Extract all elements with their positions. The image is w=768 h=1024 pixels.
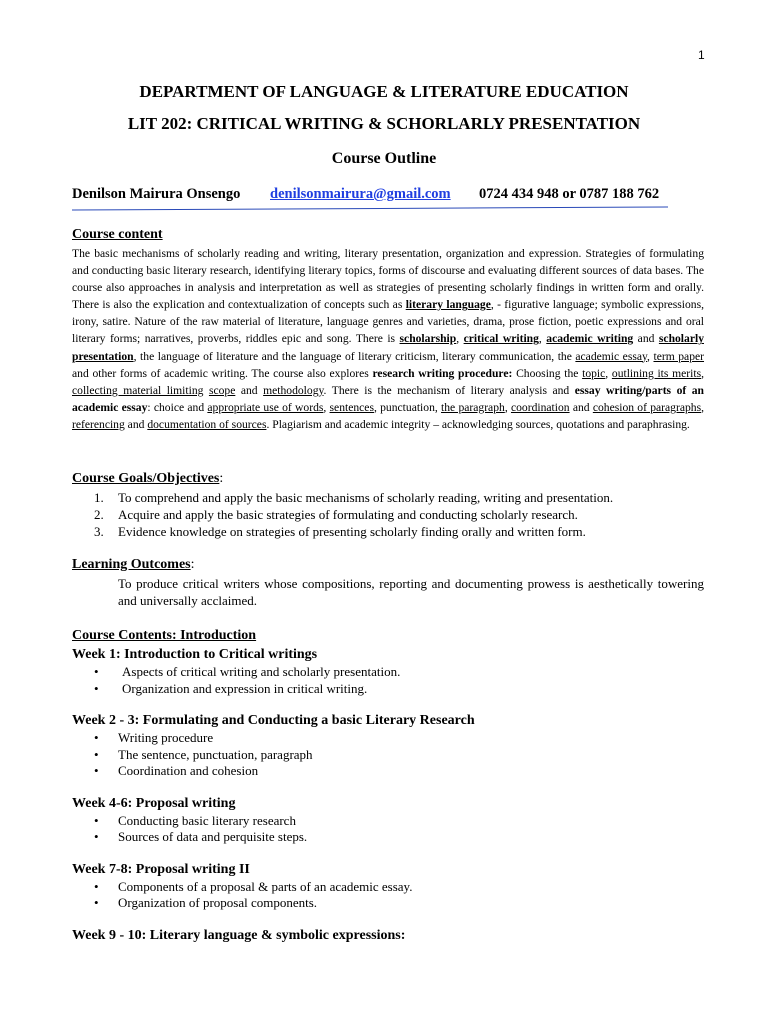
goal-item: 2. Acquire and apply the basic strategies of formulating and conducting scholarly research. <box>94 507 578 522</box>
list-item: • Organization and expression in critical writing. <box>72 681 704 698</box>
course-contents-title: Course Contents: Introduction <box>72 628 257 643</box>
learning-outcomes-section <box>72 557 704 609</box>
list-item: • Organization of proposal components. <box>72 895 704 912</box>
course-goals-section <box>72 471 704 540</box>
list-item: • Components of a proposal & parts of an academic essay. <box>72 879 704 896</box>
instructor-name: Denilson Mairura Onsengo <box>72 186 241 202</box>
week-7-8-list <box>72 879 704 912</box>
week-2-3-list <box>72 730 704 780</box>
list-item: • Conducting basic literary research <box>72 813 704 830</box>
week-2-3-title: Week 2 - 3: Formulating and Conducting a basic Literary Research <box>72 713 475 728</box>
course-title: LIT 202: CRITICAL WRITING & SCHORLARLY PRESENTATION <box>127 114 641 133</box>
learning-outcomes-text: To produce critical writers whose compositions, reporting and documenting prowess is aesthetically towering and universally acclaimed. <box>118 576 704 608</box>
week-9-10-title: Week 9 - 10: Literary language & symbolic expressions: <box>72 927 406 943</box>
course-content-title: Course content <box>72 227 163 242</box>
page-number: 1 <box>698 48 705 62</box>
document-type-heading: Course Outline <box>331 150 437 167</box>
list-item: • The sentence, punctuation, paragraph <box>72 747 704 764</box>
list-item: • Aspects of critical writing and scholarly presentation. <box>72 664 704 681</box>
goal-item: 1. To comprehend and apply the basic mechanisms of scholarly reading, writing and presentation. <box>94 490 614 505</box>
course-contents-section <box>72 628 704 944</box>
instructor-phone: 0724 434 948 or 0787 188 762 <box>479 186 660 202</box>
week-1-title: Week 1: Introduction to Critical writings <box>72 647 318 662</box>
course-goals-title: Course Goals/Objectives: <box>72 471 224 486</box>
course-content-section <box>72 227 704 433</box>
week-7-8-title: Week 7-8: Proposal writing II <box>72 861 250 877</box>
week-4-6-title: Week 4-6: Proposal writing <box>72 795 236 811</box>
week-1-list <box>72 664 704 697</box>
week-4-6-list <box>72 813 704 846</box>
course-content-paragraph: The basic mechanisms of scholarly reading and writing, literary presentation, organization and expression. Strategies of formulating and conducting basic literary research, identifying literary topics, forms of discourse and evaluating different sources of data bases. The course also approaches in analysis and interpretation as well as strategies of presenting scholarly findings in written form and orally. There is also the explication and contextualization of concepts such as literary language, - figurative language; symbolic expressions, irony, satire. Nature of the raw material of literature, language genres and varieties, drama, prose fiction, poetic expressions and oral literary forms; narratives, proverbs, riddles epic and song. There is scholarship, critical writing, academic writing and scholarly presentation, the language of literature and the language of literary criticism, literary communication, the academic essay, term paper and other forms of academic writing. The course also explores research writing procedure: Choosing the topic, outlining its merits, collecting material limiting scope and methodology. There is the mechanism of literary analysis and essay writing/parts of an academic essay: choice and appropriate use of words, sentences, punctuation, the paragraph, coordination and cohesion of paragraphs, referencing and documentation of sources. Plagiarism and academic integrity – acknowledging sources, quotations and paraphrasing. <box>72 247 705 431</box>
list-item: • Coordination and cohesion <box>72 763 704 780</box>
learning-outcomes-title: Learning Outcomes: <box>72 557 195 572</box>
goals-list <box>72 489 704 540</box>
header-rule <box>72 206 668 212</box>
instructor-email-link[interactable]: denilsonmairura@gmail.com <box>270 186 451 202</box>
department-heading: DEPARTMENT OF LANGUAGE & LITERATURE EDUCATION <box>139 82 629 101</box>
list-item: • Writing procedure <box>72 730 704 747</box>
list-item: • Sources of data and perquisite steps. <box>72 829 704 846</box>
goal-item: 3. Evidence knowledge on strategies of presenting scholarly finding orally and written form. <box>94 524 586 539</box>
